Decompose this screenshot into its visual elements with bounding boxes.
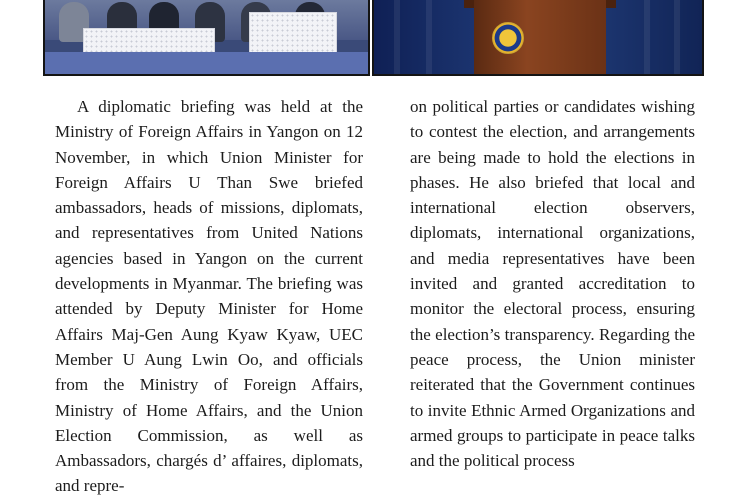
minister-podium-photo: [372, 0, 704, 76]
article-column-left: [55, 94, 363, 499]
photo-table: [249, 12, 337, 56]
photo-curtain: [394, 0, 400, 74]
article-paragraph: A diplomatic briefing was held at the Ministry of Foreign Affairs in Yangon on 12 November, in which Union Minister for Foreign Affairs U Than Swe briefed ambassadors, heads of missions, diplomats, and representatives from United Nations agencies based in Yangon on the current developments in Myanmar. The briefing was attended by Deputy Minister for Home Affairs Maj-Gen Aung Kyaw Kyaw, UEC Member U Aung Lwin Oo, and officials from the Ministry of Foreign Affairs, Ministry of Home Affairs, and the Union Election Commission, as well as Ambassadors, chargés d’ affaires, diplomats, and repre-: [55, 97, 363, 496]
photo-floor: [45, 52, 368, 74]
photo-curtain: [674, 0, 680, 74]
state-emblem-icon: [492, 22, 524, 54]
photo-curtain: [644, 0, 650, 74]
briefing-audience-photo: [43, 0, 370, 76]
photo-curtain: [426, 0, 432, 74]
article-column-right: [410, 94, 695, 473]
article-paragraph-continued: on political parties or candidates wishing to contest the election, and arrangements are being made to hold the elections in phases. He also briefed that local and international election observers, diplomats, international organizations, and media representatives have been invited and granted accreditation to monitor the electoral process, ensuring the election’s transparency. Regarding the peace process, the Union minister reiterated that the Government continues to invite Ethnic Armed Organizations and armed groups to participate in peace talks and the political process: [410, 97, 695, 471]
photo-strip: [0, 0, 750, 80]
